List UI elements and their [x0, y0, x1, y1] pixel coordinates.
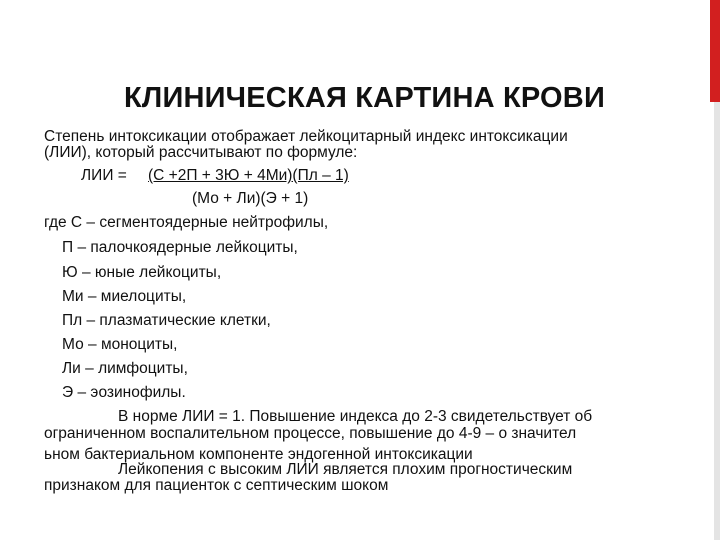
right-edge-divider: [714, 102, 720, 540]
intro-line-2: (ЛИИ), который рассчитывают по формуле:: [44, 144, 358, 161]
conclusion-line-5: признаком для пациенток с септическим шоком: [44, 477, 389, 494]
legend-intro: где С – сегментоядерные нейтрофилы,: [44, 214, 329, 231]
formula-denominator: (Мо + Ли)(Э + 1): [192, 190, 309, 207]
conclusion-line-2: ограниченном воспалительном процессе, повышение до 4-9 – о значител: [44, 425, 577, 442]
legend-item: Э – эозинофилы.: [62, 384, 186, 401]
intro-line-1: Степень интоксикации отображает лейкоцитарный индекс интоксикации: [44, 128, 568, 145]
legend-item: Мо – моноциты,: [62, 336, 178, 353]
conclusion-line-1: В норме ЛИИ = 1. Повышение индекса до 2-3 свидетельствует об: [118, 408, 593, 425]
legend-item: Ю – юные лейкоциты,: [62, 264, 222, 281]
conclusion-line-4: Лейкопения с высоким ЛИИ является плохим прогностическим: [118, 461, 573, 478]
legend-item: Пл – плазматические клетки,: [62, 312, 271, 329]
legend-item: Ли – лимфоциты,: [62, 360, 188, 377]
conclusion-line-3: ьном бактериальном компоненте эндогенной интоксикации: [44, 446, 473, 463]
legend-item: Ми – миелоциты,: [62, 288, 187, 305]
formula-numerator: (С +2П + 3Ю + 4Ми)(Пл – 1): [148, 167, 349, 184]
slide-title: КЛИНИЧЕСКАЯ КАРТИНА КРОВИ: [124, 82, 605, 114]
formula-lhs: ЛИИ =: [81, 167, 127, 184]
legend-item: П – палочкоядерные лейкоциты,: [62, 239, 298, 256]
accent-bar: [710, 0, 720, 102]
